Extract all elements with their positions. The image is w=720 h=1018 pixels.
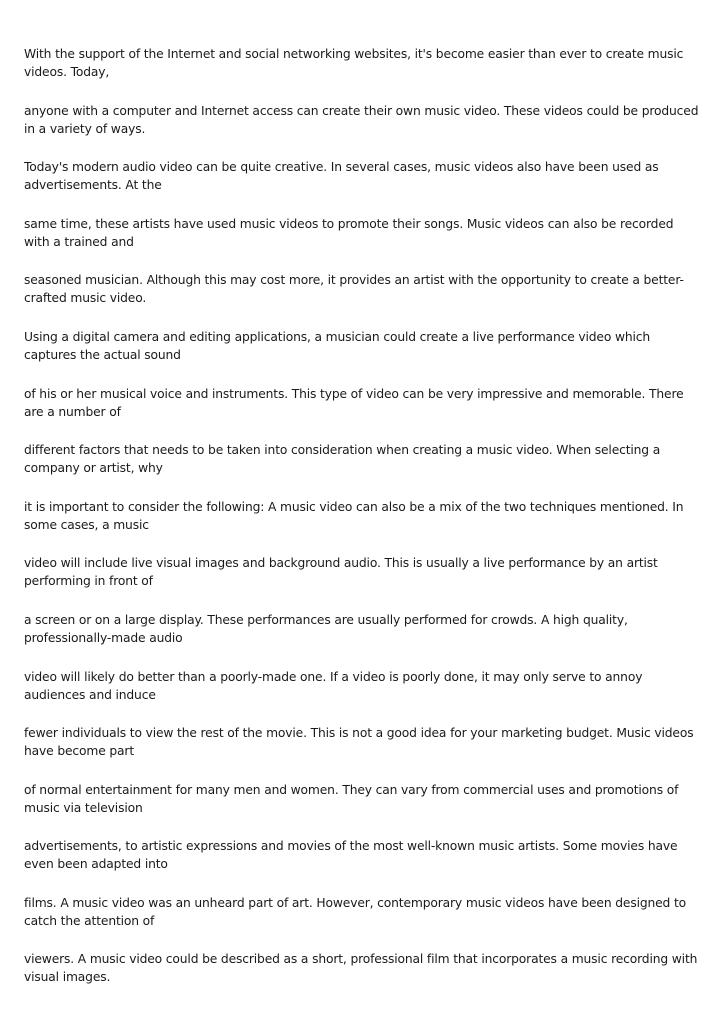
paragraph-5: seasoned musician. Although this may cost more, it provides an artist with the opportunity to create a better-crafted music video. bbox=[24, 273, 684, 305]
paragraph-9: it is important to consider the following: A music video can also be a mix of the two techniques mentioned. In some cases, a music bbox=[24, 500, 684, 532]
paragraph-11: a screen or on a large display. These performances are usually performed for crowds. A high quality, professionally-made audio bbox=[24, 613, 628, 645]
paragraph-14: of normal entertainment for many men and women. They can vary from commercial uses and promotions of music via television bbox=[24, 783, 679, 815]
paragraph-15: advertisements, to artistic expressions and movies of the most well-known music artists. Some movies have even been adapted into bbox=[24, 839, 678, 871]
paragraph-16: films. A music video was an unheard part of art. However, contemporary music videos have been designed to catch the attention of bbox=[24, 896, 687, 928]
paragraph-17: viewers. A music video could be described as a short, professional film that incorporates a music recording with visual images. bbox=[24, 952, 698, 984]
paragraph-2: anyone with a computer and Internet access can create their own music video. These videos could be produced in a variety of ways. bbox=[24, 104, 699, 136]
paragraph-1: With the support of the Internet and social networking websites, it's become easier than ever to create music videos. Today, bbox=[24, 47, 684, 79]
paragraph-13: fewer individuals to view the rest of the movie. This is not a good idea for your marketing budget. Music videos have become part bbox=[24, 726, 694, 758]
paragraph-10: video will include live visual images and background audio. This is usually a live performance by an artist performing in front of bbox=[24, 556, 658, 588]
paragraph-6: Using a digital camera and editing applications, a musician could create a live performance video which captures the actual sound bbox=[24, 330, 651, 362]
paragraph-4: same time, these artists have used music videos to promote their songs. Music videos can also be recorded with a trained and bbox=[24, 217, 674, 249]
paragraph-8: different factors that needs to be taken into consideration when creating a music video. When selecting a company or artist, why bbox=[24, 443, 661, 475]
paragraph-3: Today's modern audio video can be quite creative. In several cases, music videos also have been used as advertisements. At the bbox=[24, 160, 659, 192]
paragraph-12: video will likely do better than a poorly-made one. If a video is poorly done, it may only serve to annoy audiences and induce bbox=[24, 670, 643, 702]
paragraph-7: of his or her musical voice and instruments. This type of video can be very impressive and memorable. There are a number of bbox=[24, 387, 684, 419]
